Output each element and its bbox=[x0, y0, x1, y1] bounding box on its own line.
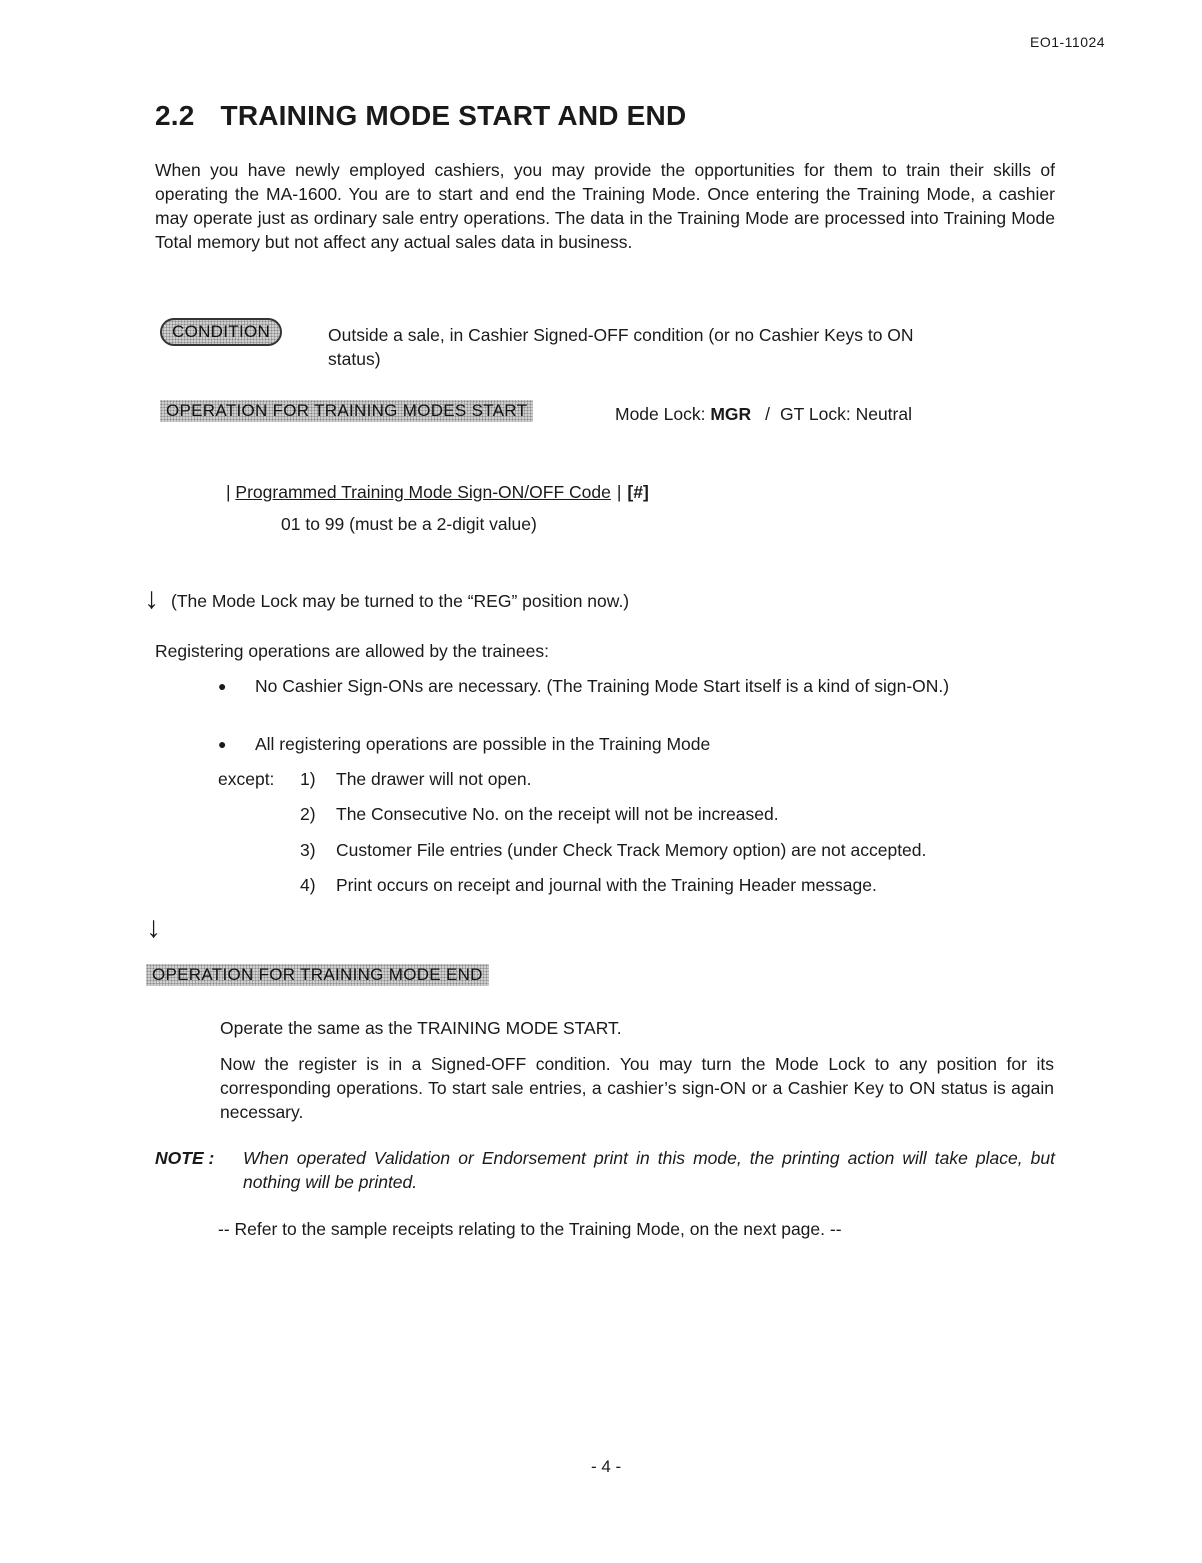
exception-number: 2) bbox=[300, 804, 316, 824]
page-number: - 4 - bbox=[591, 1457, 622, 1476]
note-block bbox=[155, 1146, 1055, 1194]
exception-number: 4) bbox=[300, 875, 316, 895]
operation-start-badge: OPERATION FOR TRAINING MODES START bbox=[160, 400, 533, 422]
gt-lock-setting: GT Lock: Neutral bbox=[780, 404, 912, 424]
bullet-text: No Cashier Sign-ONs are necessary. (The Training Mode Start itself is a kind of sign-ON.) bbox=[255, 676, 950, 696]
sequence-bar-open: | bbox=[226, 482, 231, 502]
refer-note: -- Refer to the sample receipts relating to the Training Mode, on the next page. -- bbox=[218, 1219, 842, 1239]
document-id: EO1-11024 bbox=[1030, 34, 1106, 50]
mode-lock-value: MGR bbox=[710, 404, 752, 424]
section-heading bbox=[155, 100, 686, 132]
condition-badge: CONDITION bbox=[160, 318, 282, 346]
exception-text: The Consecutive No. on the receipt will not be increased. bbox=[336, 804, 779, 824]
key-sequence bbox=[226, 480, 649, 504]
condition-text: Outside a sale, in Cashier Signed-OFF condition (or no Cashier Keys to ON status) bbox=[328, 325, 914, 369]
operation-end-paragraph: Now the register is in a Signed-OFF condition. You may turn the Mode Lock to any position for its corresponding operations. To start sale entries, a cashier’s sign-ON or a Cashier Key to ON status is again necessary. bbox=[220, 1054, 1054, 1122]
mode-lock-label: Mode Lock: bbox=[615, 404, 706, 424]
sign-code-label: Programmed Training Mode Sign-ON/OFF Code bbox=[235, 482, 611, 502]
operation-start-lock-settings bbox=[615, 402, 912, 426]
bullet-text: All registering operations are possible in the Training Mode bbox=[255, 734, 711, 754]
except-label: except: bbox=[218, 769, 275, 789]
intro-paragraph: When you have newly employed cashiers, you may provide the opportunities for them to train their skills of operating the MA-1600. You are to start and end the Training Mode. Once entering the Training Mode, a cashier may operate just as ordinary sale entry operations. The data in the Training Mode are processed into Training Mode Total memory but not affect any actual sales data in business. bbox=[155, 160, 1055, 252]
exception-text: Customer File entries (under Check Track Memory option) are not accepted. bbox=[336, 840, 927, 860]
list-item bbox=[218, 732, 1054, 756]
down-arrow-icon: ↓ bbox=[146, 911, 161, 944]
exception-item bbox=[300, 873, 1060, 897]
note-label: NOTE : bbox=[155, 1148, 215, 1168]
exception-text: The drawer will not open. bbox=[336, 769, 532, 789]
bullet-icon: ● bbox=[218, 678, 227, 694]
sequence-bar-close: | bbox=[616, 482, 622, 502]
exception-number: 1) bbox=[300, 769, 316, 789]
exception-number: 3) bbox=[300, 840, 316, 860]
operation-end-line: Operate the same as the TRAINING MODE START. bbox=[220, 1018, 622, 1038]
note-text: When operated Validation or Endorsement print in this mode, the printing action will take place, but nothing will be printed. bbox=[243, 1148, 1055, 1192]
exception-item bbox=[300, 767, 1060, 791]
section-title: TRAINING MODE START AND END bbox=[220, 100, 687, 131]
operation-end-badge: OPERATION FOR TRAINING MODE END bbox=[146, 964, 489, 986]
hash-key: [#] bbox=[627, 482, 649, 502]
code-range-note: 01 to 99 (must be a 2-digit value) bbox=[281, 514, 537, 534]
lock-separator: / bbox=[765, 404, 771, 424]
exception-item bbox=[300, 838, 1060, 862]
exception-text: Print occurs on receipt and journal with the Training Header message. bbox=[336, 875, 877, 895]
section-number: 2.2 bbox=[155, 100, 195, 131]
registering-intro: Registering operations are allowed by the trainees: bbox=[155, 641, 549, 661]
mode-lock-note: (The Mode Lock may be turned to the “REG” position now.) bbox=[171, 591, 630, 611]
down-arrow-icon: ↓ bbox=[144, 582, 159, 615]
exception-item bbox=[300, 802, 1060, 826]
list-item bbox=[218, 674, 1054, 698]
bullet-icon: ● bbox=[218, 736, 227, 752]
